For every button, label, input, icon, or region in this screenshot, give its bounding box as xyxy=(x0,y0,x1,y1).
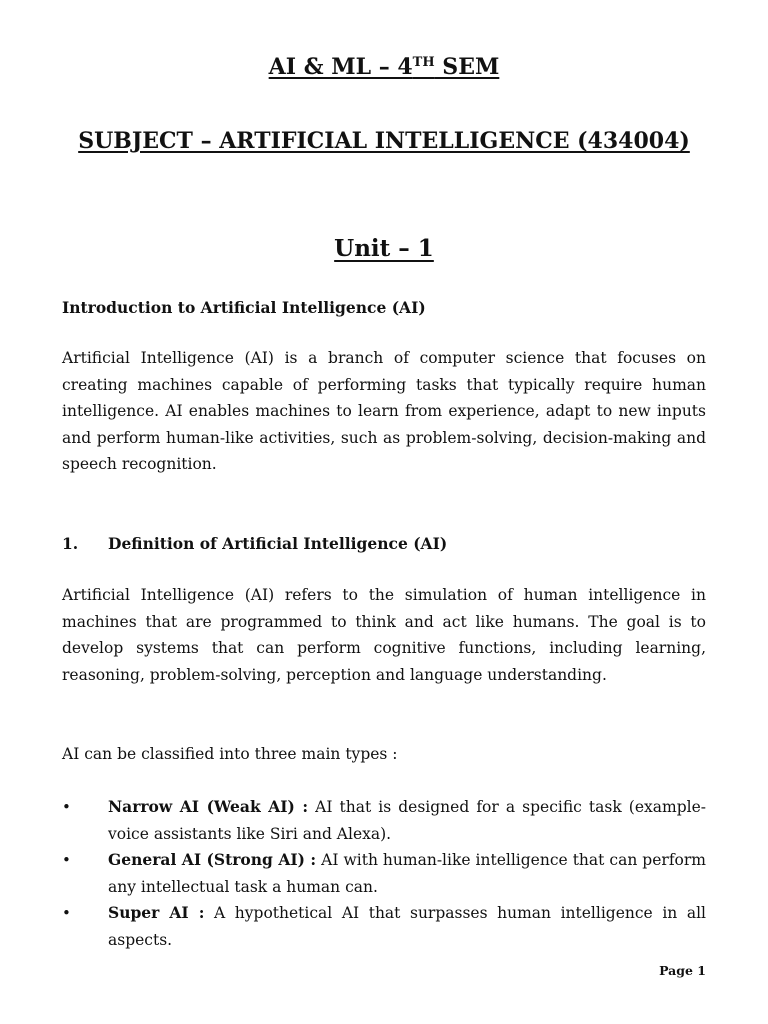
intro-heading: Introduction to Artificial Intelligence (AI) xyxy=(62,298,426,317)
unit-title-text: Unit – 1 xyxy=(334,235,434,262)
list-item xyxy=(62,847,706,900)
course-title-suffix: SEM xyxy=(434,54,500,80)
intro-paragraph: Artificial Intelligence (AI) is a branch of computer science that focuses on creating machines capable of performing tasks that typically require human intelligence. AI enables machines to learn from experience, adapt to new inputs and perform human-like activities, such as problem-solving, decision-making and speech recognition. xyxy=(62,349,706,473)
list-item xyxy=(62,794,706,847)
course-title-superscript: TH xyxy=(412,55,435,70)
list-item-text: A hypothetical AI that surpasses human intelligence in all aspects. xyxy=(108,904,706,949)
course-title-prefix: AI & ML – 4 xyxy=(268,54,413,80)
course-title xyxy=(0,54,768,80)
page-number: Page 1 xyxy=(659,963,706,978)
section-1-heading-text: Definition of Artificial Intelligence (AI) xyxy=(108,534,448,553)
bullet-icon: • xyxy=(62,904,71,922)
section-1-number: 1. xyxy=(62,534,79,553)
bullet-icon: • xyxy=(62,851,71,869)
unit-title xyxy=(0,235,768,263)
subject-title xyxy=(0,128,768,154)
list-item-term: Narrow AI (Weak AI) : xyxy=(108,797,309,816)
section-1-heading xyxy=(62,531,706,557)
ai-types-list xyxy=(62,794,706,953)
types-intro: AI can be classified into three main types : xyxy=(62,745,398,763)
list-item-term: General AI (Strong AI) : xyxy=(108,850,317,869)
section-1-paragraph: Artificial Intelligence (AI) refers to the simulation of human intelligence in machines that are programmed to think and act like humans. The goal is to develop systems that can perform cognitive functions, including learning, reasoning, problem-solving, perception and language understanding. xyxy=(62,586,706,684)
list-item-text: AI that is designed for a specific task (example-voice assistants like Siri and Alexa). xyxy=(108,798,706,843)
list-item-text: AI with human-like intelligence that can perform any intellectual task a human can. xyxy=(108,851,706,896)
list-item xyxy=(62,900,706,953)
list-item-term: Super AI : xyxy=(108,903,205,922)
bullet-icon: • xyxy=(62,798,71,816)
subject-title-text: SUBJECT – ARTIFICIAL INTELLIGENCE (434004) xyxy=(78,128,690,154)
